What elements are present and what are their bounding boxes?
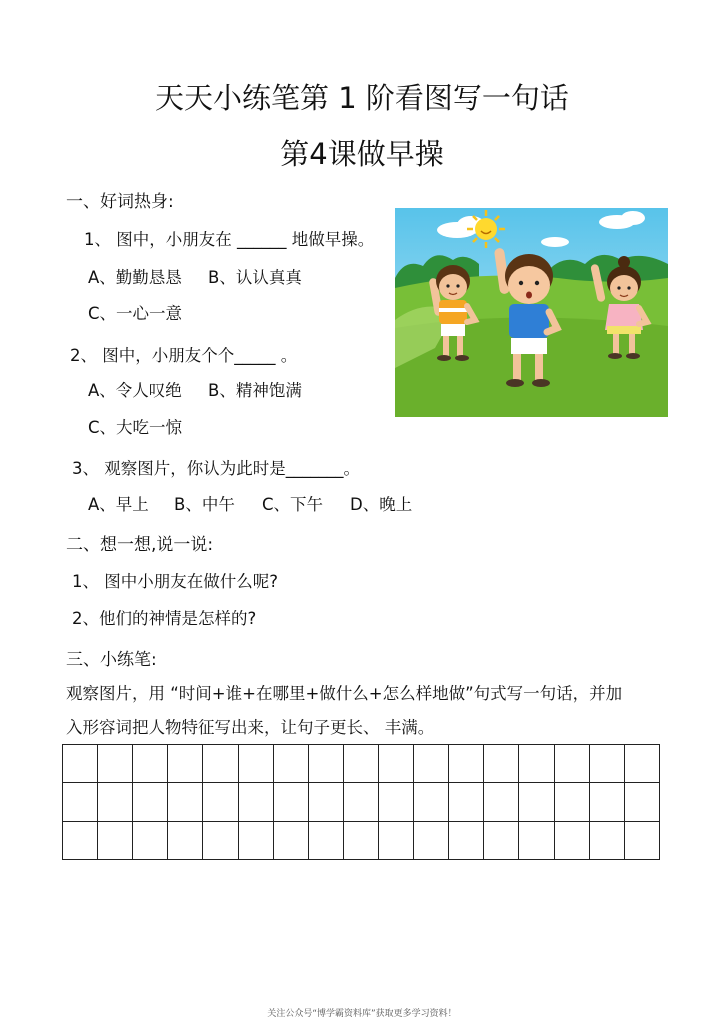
q1-option-c: C、一心一意 xyxy=(88,304,183,323)
grid-cell[interactable] xyxy=(554,821,589,859)
section2-question-1: 1、 图中小朋友在做什么呢? xyxy=(72,572,279,591)
grid-cell[interactable] xyxy=(203,783,238,821)
grid-cell[interactable] xyxy=(63,745,98,783)
lesson-title: 第4课做早操 xyxy=(280,137,444,171)
grid-cell[interactable] xyxy=(378,745,413,783)
grid-cell[interactable] xyxy=(238,783,273,821)
grid-cell[interactable] xyxy=(378,821,413,859)
grid-row xyxy=(63,745,660,783)
section2-heading: 二、想一想,说一说: xyxy=(66,535,214,555)
section1-heading: 一、好词热身: xyxy=(66,192,174,212)
q3-option-c: C、下午 xyxy=(262,495,324,514)
grid-cell[interactable] xyxy=(308,821,343,859)
q2-option-b: B、精神饱满 xyxy=(208,381,302,400)
question-1: 1、 图中，小朋友在 ______ 地做早操。 xyxy=(84,230,375,249)
grid-cell[interactable] xyxy=(554,745,589,783)
grid-cell[interactable] xyxy=(308,783,343,821)
grid-cell[interactable] xyxy=(168,745,203,783)
grid-cell[interactable] xyxy=(308,745,343,783)
q2-option-a: A、令人叹绝 xyxy=(88,381,182,400)
grid-cell[interactable] xyxy=(203,745,238,783)
writing-grid[interactable] xyxy=(62,744,660,860)
grid-cell[interactable] xyxy=(624,745,659,783)
section2-question-2: 2、他们的神情是怎样的? xyxy=(72,609,257,628)
q3-option-d: D、晚上 xyxy=(350,495,413,514)
grid-row xyxy=(63,821,660,859)
grid-cell[interactable] xyxy=(554,783,589,821)
grid-cell[interactable] xyxy=(519,745,554,783)
grid-cell[interactable] xyxy=(449,821,484,859)
grid-cell[interactable] xyxy=(238,745,273,783)
grid-cell[interactable] xyxy=(449,783,484,821)
grid-cell[interactable] xyxy=(519,783,554,821)
q3-option-a: A、早上 xyxy=(88,495,149,514)
grid-cell[interactable] xyxy=(343,745,378,783)
grid-cell[interactable] xyxy=(203,821,238,859)
worksheet-title: 天天小练笔第 1 阶看图写一句话 xyxy=(155,81,569,115)
grid-cell[interactable] xyxy=(98,783,133,821)
grid-cell[interactable] xyxy=(133,783,168,821)
grid-cell[interactable] xyxy=(63,821,98,859)
q2-option-c: C、大吃一惊 xyxy=(88,418,183,437)
grid-cell[interactable] xyxy=(589,745,624,783)
grid-cell[interactable] xyxy=(273,745,308,783)
grid-cell[interactable] xyxy=(238,821,273,859)
grid-cell[interactable] xyxy=(414,821,449,859)
grid-cell[interactable] xyxy=(273,821,308,859)
section3-instruction-line2: 入形容词把人物特征写出来，让句子更长、 丰满。 xyxy=(66,718,435,737)
grid-cell[interactable] xyxy=(484,745,519,783)
morning-exercise-illustration xyxy=(395,208,668,417)
grid-cell[interactable] xyxy=(63,783,98,821)
grid-cell[interactable] xyxy=(343,783,378,821)
grid-cell[interactable] xyxy=(168,821,203,859)
question-3: 3、 观察图片，你认为此时是_______。 xyxy=(72,459,360,478)
grid-cell[interactable] xyxy=(484,783,519,821)
grid-cell[interactable] xyxy=(343,821,378,859)
grid-cell[interactable] xyxy=(589,783,624,821)
grid-cell[interactable] xyxy=(98,745,133,783)
grid-cell[interactable] xyxy=(624,783,659,821)
grid-cell[interactable] xyxy=(449,745,484,783)
grid-cell[interactable] xyxy=(519,821,554,859)
grid-cell[interactable] xyxy=(98,821,133,859)
question-2: 2、 图中，小朋友个个_____ 。 xyxy=(70,346,298,365)
section3-instruction-line1: 观察图片，用 “时间+谁+在哪里+做什么+怎么样地做”句式写一句话，并加 xyxy=(66,684,623,703)
grid-cell[interactable] xyxy=(624,821,659,859)
grid-cell[interactable] xyxy=(589,821,624,859)
grid-cell[interactable] xyxy=(414,745,449,783)
grid-row xyxy=(63,783,660,821)
grid-cell[interactable] xyxy=(484,821,519,859)
q1-option-b: B、认认真真 xyxy=(208,268,302,287)
q3-option-b: B、中午 xyxy=(174,495,235,514)
footer-note: 关注公众号“博学霸资料库”获取更多学习资料！ xyxy=(267,1009,457,1019)
grid-cell[interactable] xyxy=(133,745,168,783)
grid-cell[interactable] xyxy=(273,783,308,821)
section3-heading: 三、小练笔: xyxy=(66,650,157,670)
grid-cell[interactable] xyxy=(414,783,449,821)
grid-cell[interactable] xyxy=(133,821,168,859)
grid-cell[interactable] xyxy=(378,783,413,821)
grid-cell[interactable] xyxy=(168,783,203,821)
q1-option-a: A、勤勤恳恳 xyxy=(88,268,182,287)
